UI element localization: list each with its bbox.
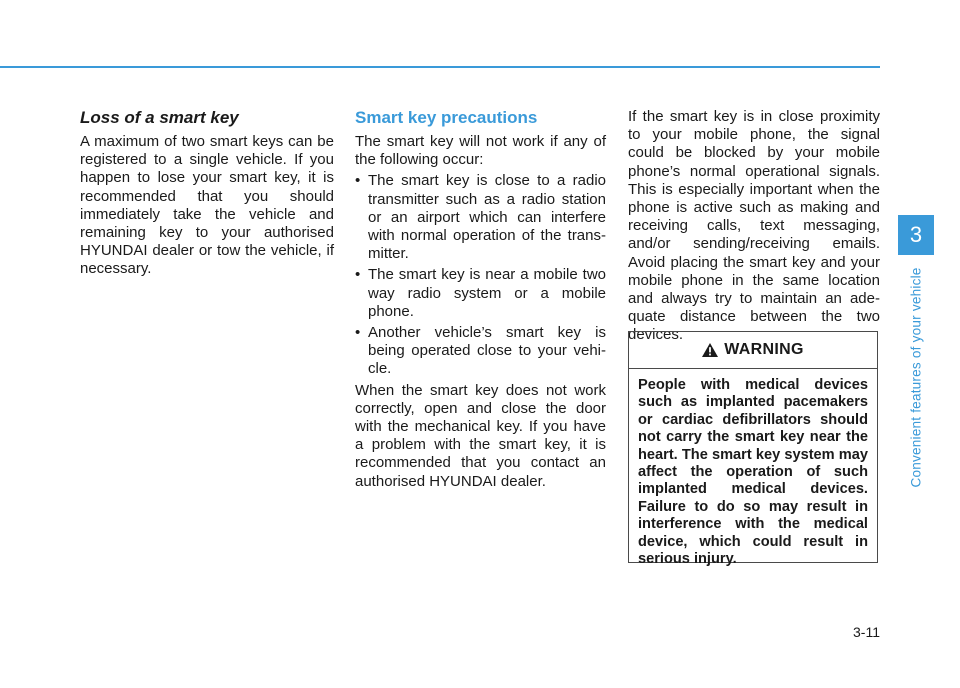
list-item: • The smart key is close to a radio transmitter such as a radio station or an airport which can interfere with normal operation of the trans-mitter. [355, 172, 606, 263]
precautions-heading: Smart key precautions [355, 108, 538, 127]
warning-title: WARNING [724, 341, 804, 358]
warning-text: People with medical devices such as implanted pacemakers or cardiac defibrillators should not carry the smart key near the heart. The smart key system may affect the operation of such implanted medical devices. Failure to do so may result in interference with the medical device, which could result in serious injury. [638, 377, 868, 568]
list-item: • Another vehicle’s smart key is being operated close to your vehi-cle. [355, 324, 606, 379]
column-right [628, 108, 880, 345]
precautions-closing: When the smart key does not work correctly, open and close the door with the mechanical key. If you have a problem with the smart key, it is recommended that you contact an authorised HYUNDAI dealer. [355, 381, 606, 490]
precautions-list [355, 172, 606, 378]
header-rule [0, 66, 880, 68]
loss-paragraph: A maximum of two smart keys can be registered to a single vehicle. If you happen to lose your smart key, it is recommended that you should immediately take the vehicle and remaining key to your authorised HYUNDAI dealer or tow the vehicle, if necessary. [80, 133, 334, 278]
chapter-tab [898, 215, 934, 255]
page-number: 3-11 [853, 624, 880, 640]
precautions-intro: The smart key will not work if any of the following occur: [355, 133, 606, 169]
loss-heading: Loss of a smart key [80, 108, 239, 127]
column-left [80, 108, 334, 279]
list-item: • The smart key is near a mobile two way radio system or a mobile phone. [355, 266, 606, 321]
column-middle [355, 108, 606, 491]
warning-box [628, 331, 878, 568]
proximity-paragraph: If the smart key is in close proximity to your mobile phone, the signal could be blocked by your mobile phone’s normal operational signals. This is especially important when the phone is active such as making and receiving calls, text messaging, and/or sending/receiving emails. Avoid placing the smart key and your mobile phone in the same location and always try to maintain an ade-quate distance between the two devices. [628, 108, 880, 344]
warning-triangle-icon [702, 343, 718, 357]
chapter-title: Convenient features of your vehicle [908, 266, 924, 488]
warning-header [629, 332, 877, 369]
chapter-number: 3 [909, 222, 923, 247]
chapter-title-container [898, 262, 934, 492]
